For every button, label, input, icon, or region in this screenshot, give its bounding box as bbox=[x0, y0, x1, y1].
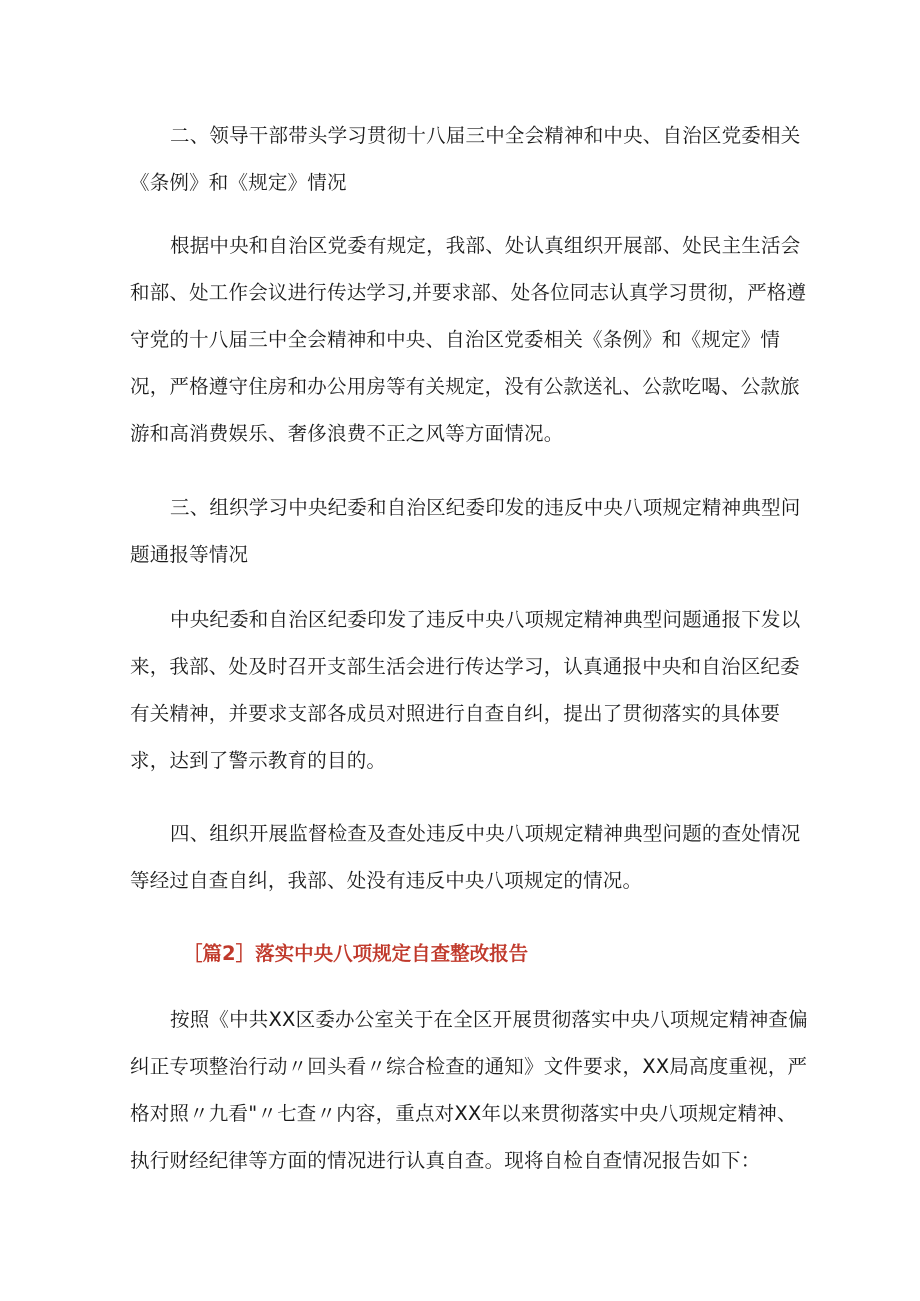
paragraph-section-2-title: 二、领导干部带头学习贯彻十八届三中全会精神和中央、自治区党委相关《条例》和《规定》情况 bbox=[130, 124, 801, 194]
paragraph-section-3-title: 三、组织学习中央纪委和自治区纪委印发的违反中央八项规定精神典型问题通报等情况 bbox=[130, 496, 801, 566]
paragraph-section-4: 四、组织开展监督检查及查处违反中央八项规定精神典型问题的查处情况等经过自查自纠，我部、处没有违反中央八项规定的情况。 bbox=[130, 822, 801, 892]
section-heading-article-2: ［篇2］落实中央八项规定自查整改报告 bbox=[183, 942, 529, 965]
paragraph-section-2-body: 根据中央和自治区党委有规定，我部、处认真组织开展部、处民主生活会和部、处工作会议进行传达学习,并要求部、处各位同志认真学习贯彻，严格遵守党的十八届三中全会精神和中央、自治区党委相关《条例》和《规定》情况，严格遵守住房和办公用房等有关规定，没有公款送礼、公款吃喝、公款旅游和高消费娱乐、奢侈浪费不正之风等方面情况。 bbox=[130, 234, 807, 445]
paragraph-article-2-intro: 按照《中共XX区委办公室关于在全区开展贯彻落实中央八项规定精神查偏纠正专项整治行动〃回头看〃综合检查的通知》文件要求，XX局高度重视，严格对照〃九看"〃七查〃内容，重点对XX年以来贯彻落实中央八项规定精神、执行财经纪律等方面的情况进行认真自查。现将自检自查情况报告如下： bbox=[130, 1008, 808, 1172]
paragraph-section-3-body: 中央纪委和自治区纪委印发了违反中央八项规定精神典型问题通报下发以来，我部、处及时召开支部生活会进行传达学习，认真通报中央和自治区纪委有关精神，并要求支部各成员对照进行自查自纠，提出了贯彻落实的具体要求，达到了警示教育的目的。 bbox=[130, 608, 801, 772]
